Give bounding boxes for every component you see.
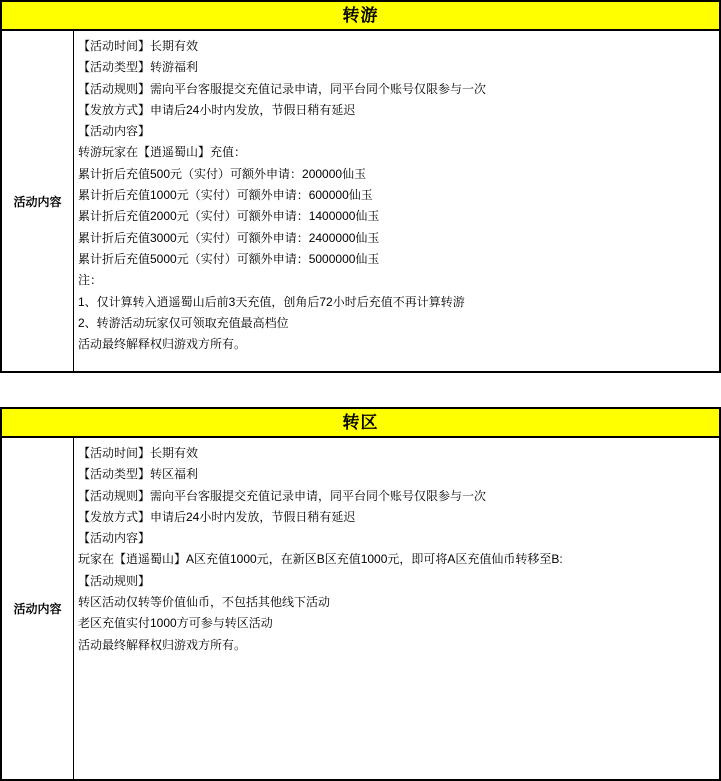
content-line: 老区充值实付1000方可参与转区活动	[78, 616, 273, 631]
row-label: 活动内容	[13, 602, 62, 616]
content-cell	[74, 31, 719, 371]
content-line: 【活动类型】转游福利	[78, 60, 199, 75]
content-line: 转游玩家在【逍遥蜀山】充值：	[78, 145, 247, 160]
content-line: 累计折后充值2000元（实付）可额外申请：1400000仙玉	[78, 209, 380, 224]
content-line: 【活动内容】	[78, 531, 151, 546]
content-line: 【活动类型】转区福利	[78, 467, 199, 482]
table-transfer-zone-title: 转区	[342, 413, 379, 432]
table-transfer-game-title: 转游	[342, 6, 379, 25]
content-line: 【活动规则】需向平台客服提交充值记录申请，同平台同个账号仅限参与一次	[78, 488, 487, 503]
content-line: 转区活动仅转等价值仙币，不包括其他线下活动	[78, 595, 331, 610]
content-line: 活动最终解释权归游戏方所有。	[78, 337, 247, 352]
content-line: 累计折后充值1000元（实付）可额外申请：600000仙玉	[78, 188, 373, 203]
row-label: 活动内容	[13, 194, 62, 209]
content-line: 玩家在【逍遥蜀山】A区充值1000元，在新区B区充值1000元，即可将A区充值仙币转移至B:	[78, 552, 563, 567]
table-transfer-game-body	[2, 31, 719, 371]
content-line: 累计折后充值5000元（实付）可额外申请：5000000仙玉	[78, 251, 380, 266]
row-label-cell	[2, 438, 74, 779]
table-transfer-game-title-bar	[2, 2, 719, 31]
content-line: 2、转游活动玩家仅可领取充值最高档位	[78, 315, 289, 330]
content-line: 活动最终解释权归游戏方所有。	[78, 637, 247, 652]
content-line: 【活动规则】需向平台客服提交充值记录申请，同平台同个账号仅限参与一次	[78, 81, 487, 96]
content-line: 累计折后充值500元（实付）可额外申请：200000仙玉	[78, 166, 367, 181]
content-line: 【发放方式】申请后24小时内发放，节假日稍有延迟	[78, 102, 356, 117]
content-cell	[74, 438, 719, 779]
content-line: 【活动时间】长期有效	[78, 446, 199, 460]
content-line: 【活动内容】	[78, 124, 151, 139]
content-line: 累计折后充值3000元（实付）可额外申请：2400000仙玉	[78, 230, 380, 245]
table-transfer-zone-title-bar	[2, 409, 719, 438]
content-line: 注：	[78, 273, 103, 288]
content-line: 1、仅计算转入逍遥蜀山后前3天充值，创角后72小时后充值不再计算转游	[78, 294, 465, 309]
table-transfer-game	[0, 0, 721, 373]
row-label-cell	[2, 31, 74, 371]
content-line: 【发放方式】申请后24小时内发放，节假日稍有延迟	[78, 509, 356, 524]
table-transfer-zone	[0, 407, 721, 781]
content-line: 【活动规则】	[78, 573, 151, 588]
content-line: 【活动时间】长期有效	[78, 39, 199, 53]
table-transfer-zone-body	[2, 438, 719, 779]
